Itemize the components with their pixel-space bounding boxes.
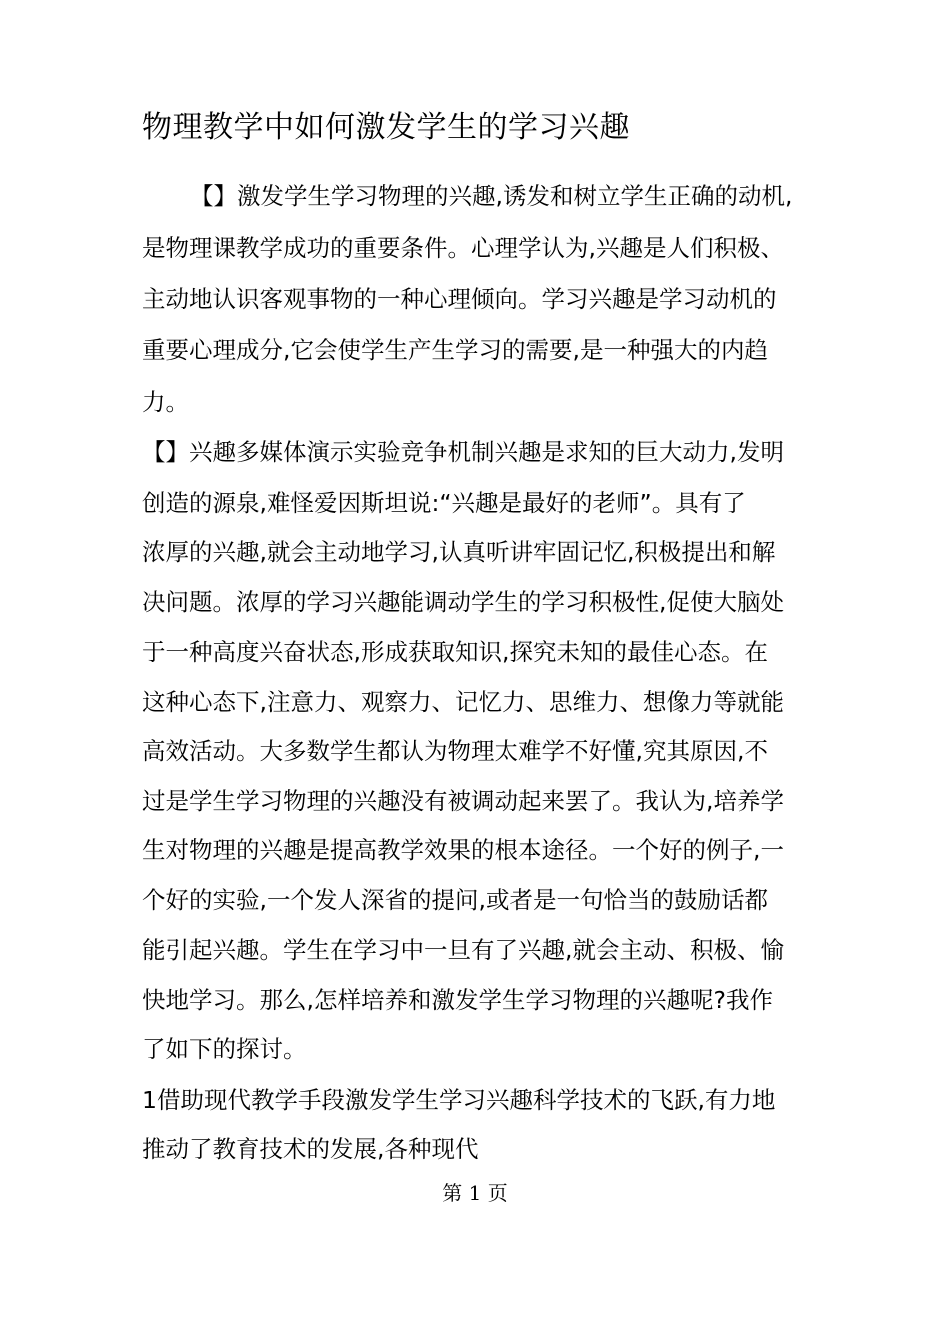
paragraph-line: 力。 <box>142 388 189 416</box>
page-number: 第 1 页 <box>442 1181 508 1205</box>
paragraph-line: 于一种高度兴奋状态,形成获取知识,探究未知的最佳心态。在 <box>142 638 768 666</box>
paragraph-line: 【】兴趣多媒体演示实验竞争机制兴趣是求知的巨大动力,发明 <box>142 438 784 466</box>
paragraph-line: 能引起兴趣。学生在学习中一旦有了兴趣,就会主动、积极、愉 <box>142 936 784 964</box>
paragraph-line: 高效活动。大多数学生都认为物理太难学不好懂,究其原因,不 <box>142 737 768 765</box>
paragraph-line: 过是学生学习物理的兴趣没有被调动起来罢了。我认为,培养学 <box>142 787 784 815</box>
paragraph-line: 是物理课教学成功的重要条件。心理学认为,兴趣是人们积极、 <box>142 234 784 262</box>
paragraph-line: 重要心理成分,它会使学生产生学习的需要,是一种强大的内趋 <box>142 336 768 364</box>
document-title: 物理教学中如何激发学生的学习兴趣 <box>142 110 630 145</box>
paragraph-line: 1借助现代教学手段激发学生学习兴趣科学技术的飞跃,有力地 <box>142 1086 776 1114</box>
paragraph-line: 生对物理的兴趣是提高教学效果的根本途径。一个好的例子,一 <box>142 836 784 864</box>
paragraph-line: 决问题。浓厚的学习兴趣能调动学生的学习积极性,促使大脑处 <box>142 588 784 616</box>
paragraph-line: 创造的源泉,难怪爱因斯坦说:“兴趣是最好的老师”。具有了 <box>142 489 746 517</box>
paragraph-line: 主动地认识客观事物的一种心理倾向。学习兴趣是学习动机的 <box>142 285 777 313</box>
paragraph-line: 浓厚的兴趣,就会主动地学习,认真听讲牢固记忆,积极提出和解 <box>142 538 776 566</box>
paragraph-line: 个好的实验,一个发人深省的提问,或者是一句恰当的鼓励话都 <box>142 886 768 914</box>
paragraph-line: 这种心态下,注意力、观察力、记忆力、思维力、想像力等就能 <box>142 688 784 716</box>
paragraph-line: 了如下的探讨。 <box>142 1035 307 1063</box>
paragraph-line: 推动了教育技术的发展,各种现代 <box>142 1135 479 1163</box>
paragraph-line: 【】激发学生学习物理的兴趣,诱发和树立学生正确的动机, <box>190 182 793 210</box>
paragraph-line: 快地学习。那么,怎样培养和激发学生学习物理的兴趣呢?我作 <box>142 986 773 1014</box>
